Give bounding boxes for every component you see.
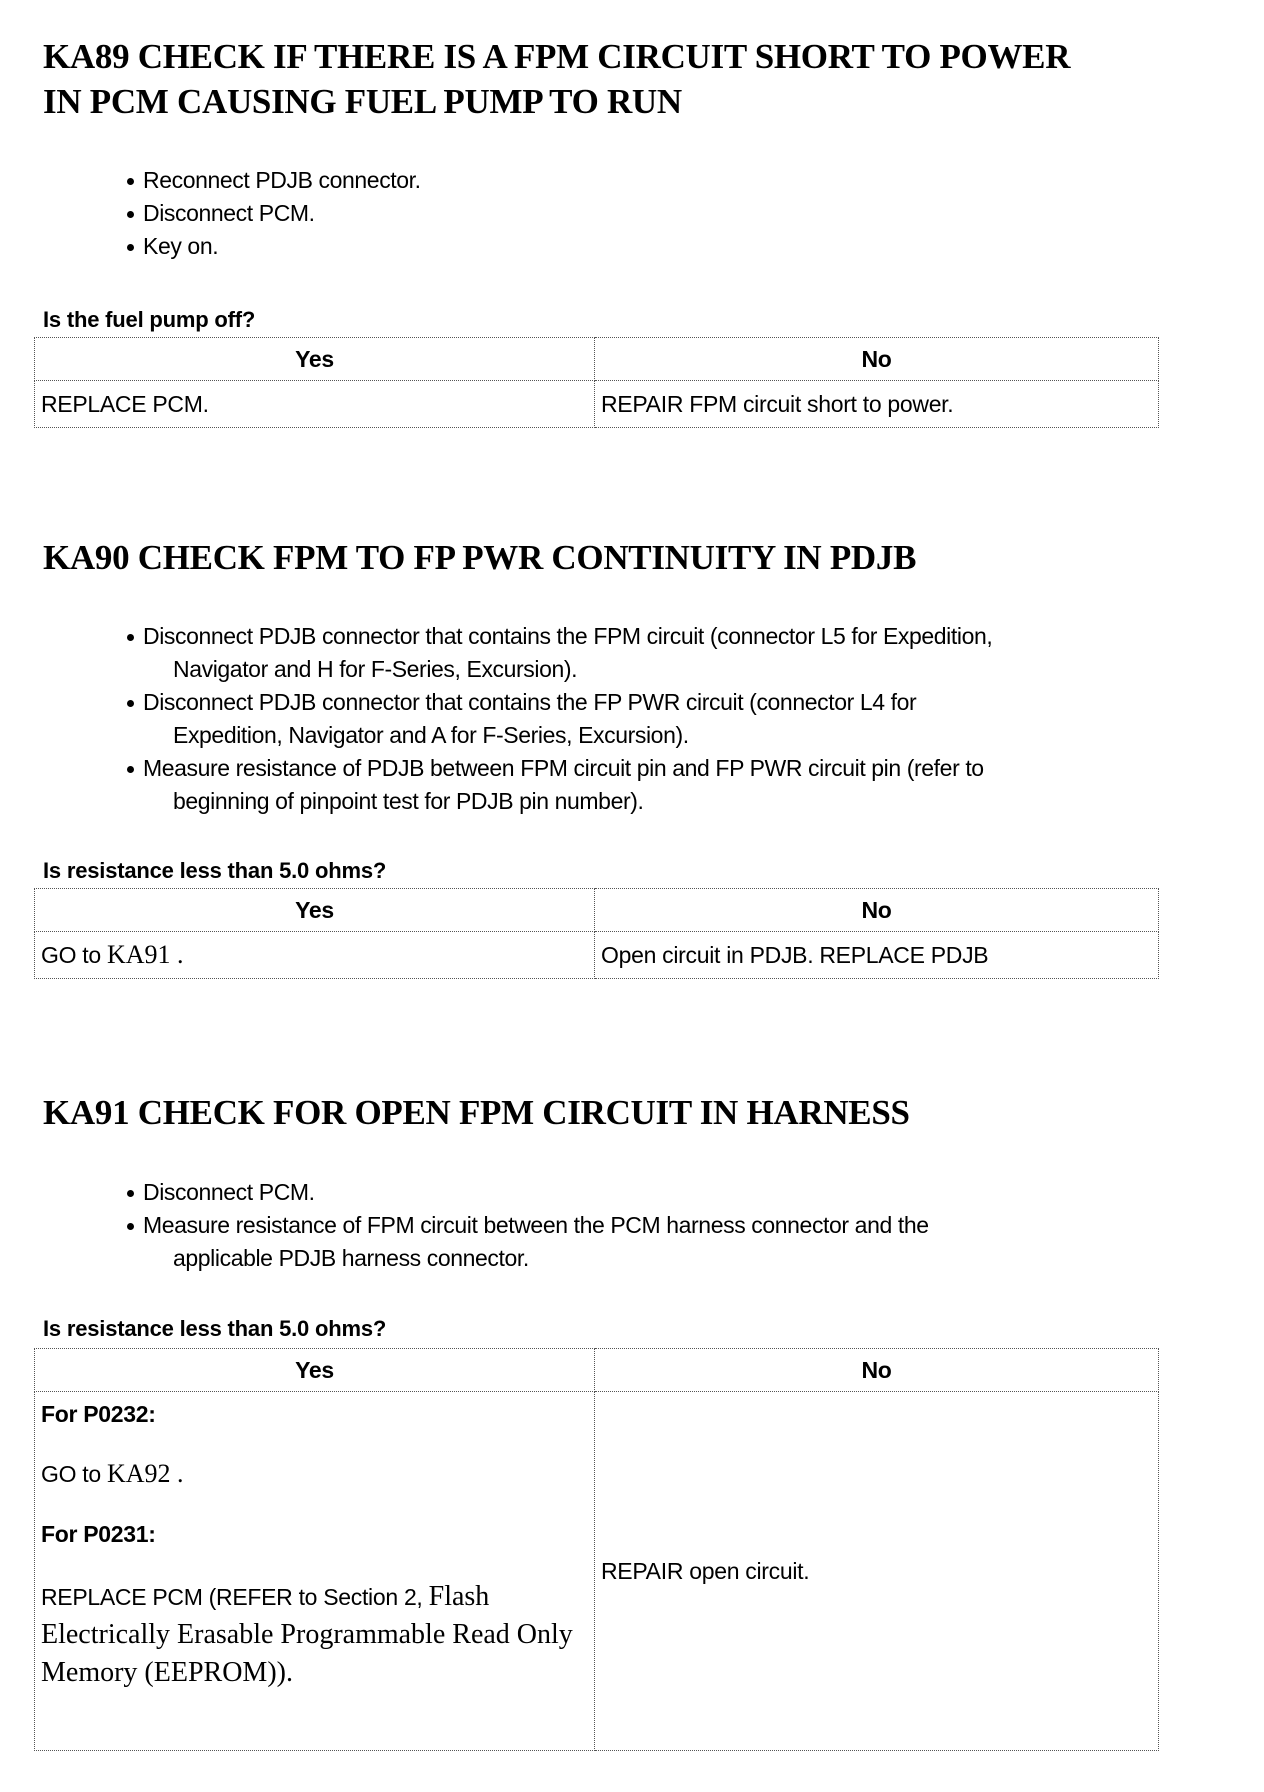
header-no: No — [595, 338, 1159, 381]
bullet-icon — [127, 211, 134, 218]
cell-no: Open circuit in PDJB. REPLACE PDJB — [595, 932, 1159, 979]
header-yes: Yes — [35, 1349, 595, 1392]
question: Is resistance less than 5.0 ohms? — [43, 1316, 387, 1341]
dtc-label-p0232: For P0232: — [41, 1401, 156, 1427]
link-eeprom-section[interactable]: Flash Electrically Erasable Programmable Read Only Memory (EEPROM)). — [41, 1581, 573, 1688]
header-yes: Yes — [35, 338, 595, 381]
cell-yes: REPLACE PCM. — [35, 381, 595, 428]
question: Is resistance less than 5.0 ohms? — [43, 858, 387, 883]
question: Is the fuel pump off? — [43, 307, 256, 332]
action-p0232: GO to KA92 . — [41, 1459, 184, 1488]
action-p0231: REPLACE PCM (REFER to Section 2, Flash Electrically Erasable Programmable Read Only Memory (EEPROM)). — [41, 1581, 573, 1688]
bullet-icon — [127, 634, 134, 641]
step-item: Measure resistance of PDJB between FPM circuit pin and FP PWR circuit pin (refer to beginning of pinpoint test for PDJB pin number). — [125, 752, 992, 818]
step-list — [125, 1176, 929, 1275]
header-no: No — [595, 889, 1159, 932]
cell-no: REPAIR FPM circuit short to power. — [595, 381, 1159, 428]
header-yes: Yes — [35, 889, 595, 932]
bullet-icon — [127, 244, 134, 251]
step-list — [125, 620, 992, 818]
bullet-icon — [127, 178, 134, 185]
yes-no-table — [34, 337, 1159, 428]
bullet-icon — [127, 1223, 134, 1230]
step-item: Reconnect PDJB connector. — [125, 164, 421, 197]
table-row — [35, 1392, 1159, 1751]
table-row — [35, 932, 1159, 979]
yes-no-table — [34, 888, 1159, 979]
link-ka91[interactable]: KA91 — [106, 940, 171, 969]
title-line-2: IN PCM CAUSING FUEL PUMP TO RUN — [43, 82, 682, 121]
table-header-row — [35, 1349, 1159, 1392]
step-item: Disconnect PDJB connector that contains the FP PWR circuit (connector L4 for Expedition, Navigator and A for F-Series, Excursion). — [125, 686, 992, 752]
step-item: Measure resistance of FPM circuit between the PCM harness connector and the applicable PDJB harness connector. — [125, 1209, 929, 1275]
section-title: KA90 CHECK FPM TO FP PWR CONTINUITY IN PDJB — [43, 538, 917, 577]
title-line-1: KA89 CHECK IF THERE IS A FPM CIRCUIT SHORT TO POWER — [43, 37, 1071, 76]
table-row — [35, 381, 1159, 428]
bullet-icon — [127, 1190, 134, 1197]
step-item: Disconnect PCM. — [125, 197, 421, 230]
cell-no: REPAIR open circuit. — [595, 1392, 1159, 1751]
step-item: Key on. — [125, 230, 421, 263]
cell-yes — [35, 1392, 595, 1751]
table-header-row — [35, 889, 1159, 932]
section-title — [43, 34, 1070, 124]
section-title: KA91 CHECK FOR OPEN FPM CIRCUIT IN HARNESS — [43, 1093, 910, 1132]
header-no: No — [595, 1349, 1159, 1392]
bullet-icon — [127, 700, 134, 707]
step-item: Disconnect PCM. — [125, 1176, 929, 1209]
step-item: Disconnect PDJB connector that contains the FPM circuit (connector L5 for Expedition, Navigator and H for F-Series, Excursion). — [125, 620, 992, 686]
table-header-row — [35, 338, 1159, 381]
link-ka92[interactable]: KA92 — [106, 1459, 171, 1488]
step-list — [125, 164, 421, 263]
cell-yes: GO to KA91 . — [35, 932, 595, 979]
bullet-icon — [127, 766, 134, 773]
yes-no-table — [34, 1348, 1159, 1751]
dtc-label-p0231: For P0231: — [41, 1521, 156, 1547]
